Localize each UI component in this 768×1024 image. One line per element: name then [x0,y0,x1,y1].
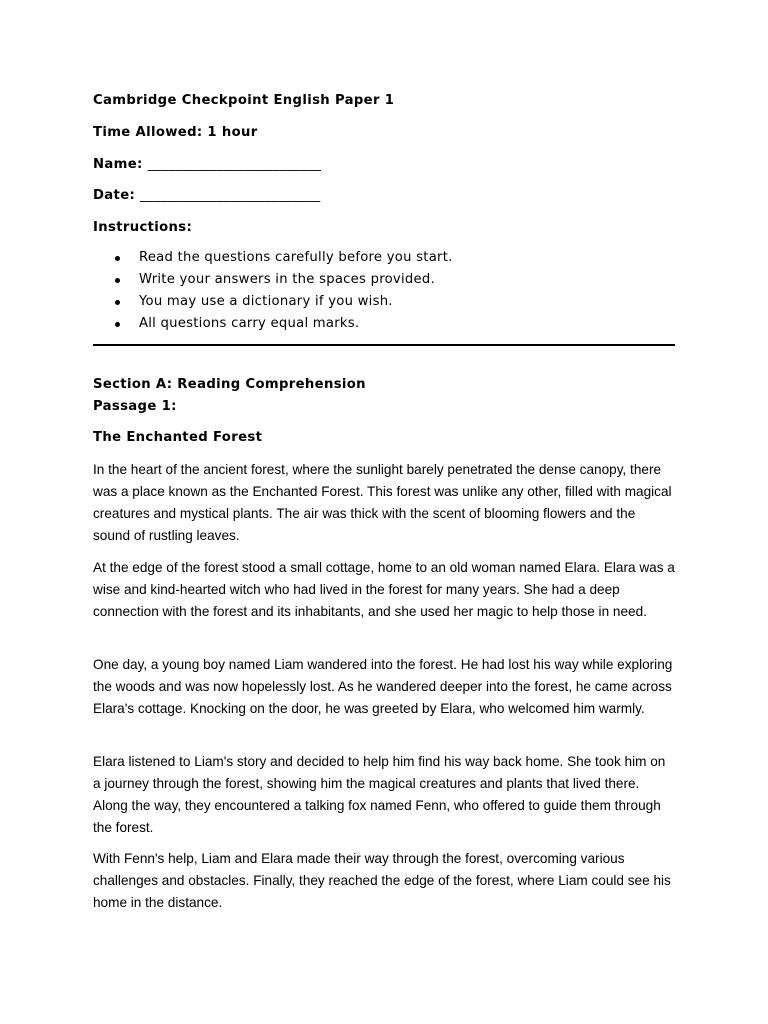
name-line [93,156,321,174]
name-label: Name: [93,157,143,172]
passage-label: Passage 1: [93,399,177,414]
section-title: Section A: Reading Comprehension [93,377,366,392]
passage-paragraph: In the heart of the ancient forest, where the sunlight barely penetrated the dense canopy, there was a place known as the Enchanted Forest. This forest was unlike any other, filled with magical creatures and mystical plants. The air was thick with the scent of blooming flowers and the sound of rustling leaves. [93,462,672,543]
paper-title: Cambridge Checkpoint English Paper 1 [93,93,395,108]
instruction-text: You may use a dictionary if you wish. [139,294,393,309]
list-item [93,271,453,293]
list-item [93,293,453,315]
name-blank: _________________________ [147,157,322,172]
horizontal-divider [93,344,675,346]
instruction-text: All questions carry equal marks. [139,316,360,331]
passage-paragraph: At the edge of the forest stood a small cottage, home to an old woman named Elara. Elara was a wise and kind-hearted witch who had lived in the forest for many years. She had a deep connection with the forest and its inhabitants, and she used her magic to help those in need. [93,560,675,619]
instructions-list [93,249,453,337]
passage-paragraph: With Fenn's help, Liam and Elara made their way through the forest, overcoming various challenges and obstacles. Finally, they reached the edge of the forest, where Liam could see his home in the distance. [93,851,671,910]
time-allowed: Time Allowed: 1 hour [93,125,258,140]
bullet-icon [115,322,120,327]
passage-paragraph: One day, a young boy named Liam wandered into the forest. He had lost his way while exploring the woods and was now hopelessly lost. As he wandered deeper into the forest, he came across Elara's cottage. Knocking on the door, he was greeted by Elara, who welcomed him warmly. [93,657,673,716]
instructions-heading: Instructions: [93,220,193,235]
date-label: Date: [93,188,136,203]
passage-paragraph: Elara listened to Liam's story and decided to help him find his way back home. She took him on a journey through the forest, showing him the magical creatures and plants that lived there. Along the way, they encountered a talking fox named Fenn, who offered to guide them through the forest. [93,754,666,835]
bullet-icon [115,278,120,283]
bullet-icon [115,256,120,261]
bullet-icon [115,300,120,305]
instruction-text: Read the questions carefully before you start. [139,250,453,265]
list-item [93,315,453,337]
date-blank: __________________________ [140,188,321,203]
date-line [93,187,321,205]
passage-title: The Enchanted Forest [93,430,263,445]
instruction-text: Write your answers in the spaces provided. [139,272,435,287]
list-item [93,249,453,271]
